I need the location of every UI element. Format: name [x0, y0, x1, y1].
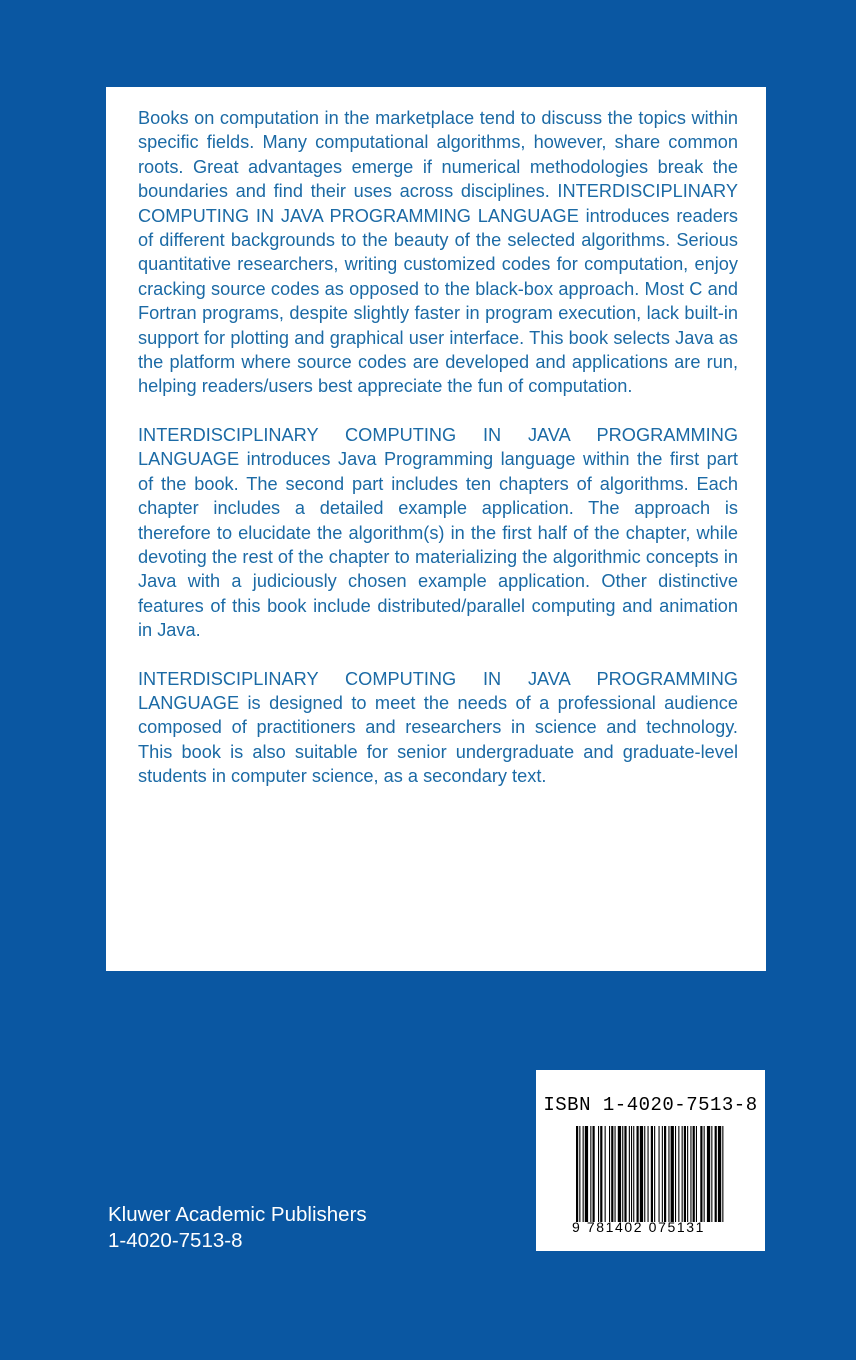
- barcode-digits: 9 781402 075131: [572, 1219, 705, 1235]
- description-paragraph-1: Books on computation in the marketplace tend to discuss the topics within specific fields. Many computational algorithms, however, share common roots. Great advantages emerge if numerical methodologies break the boundaries and find their uses across disciplines. INTERDISCIPLINARY COMPUTING IN JAVA PROGRAMMING LANGUAGE introduces readers of different backgrounds to the beauty of the selected algorithms. Serious quantitative researchers, writing customized codes for computation, enjoy cracking source codes as opposed to the black-box approach. Most C and Fortran programs, despite slightly faster in program execution, lack built-in support for plotting and graphical user interface. This book selects Java as the platform where source codes are developed and applications are run, helping readers/users best appreciate the fun of computation.: [138, 108, 738, 397]
- description-panel: [106, 87, 766, 971]
- publisher-isbn: 1-4020-7513-8: [108, 1229, 243, 1252]
- description-paragraph-3: INTERDISCIPLINARY COMPUTING IN JAVA PROGRAMMING LANGUAGE is designed to meet the needs of a professional audience composed of practitioners and researchers in science and technology. This book is also suitable for senior undergraduate and graduate-level students in computer science, as a secondary text.: [138, 668, 738, 787]
- barcode-icon: [576, 1126, 724, 1222]
- description-paragraph-2: INTERDISCIPLINARY COMPUTING IN JAVA PROGRAMMING LANGUAGE introduces Java Programming language within the first part of the book. The second part includes ten chapters of algorithms. Each chapter includes a detailed example application. The approach is therefore to elucidate the algorithm(s) in the first half of the chapter, while devoting the rest of the chapter to materializing the algorithmic concepts in Java with a judiciously chosen example application. Other distinctive features of this book include distributed/parallel computing and animation in Java.: [138, 424, 738, 641]
- isbn-label: ISBN 1-4020-7513-8: [543, 1094, 758, 1116]
- publisher-name: Kluwer Academic Publishers: [108, 1203, 367, 1226]
- barcode-box: [536, 1070, 765, 1251]
- publisher-block: [108, 1202, 367, 1254]
